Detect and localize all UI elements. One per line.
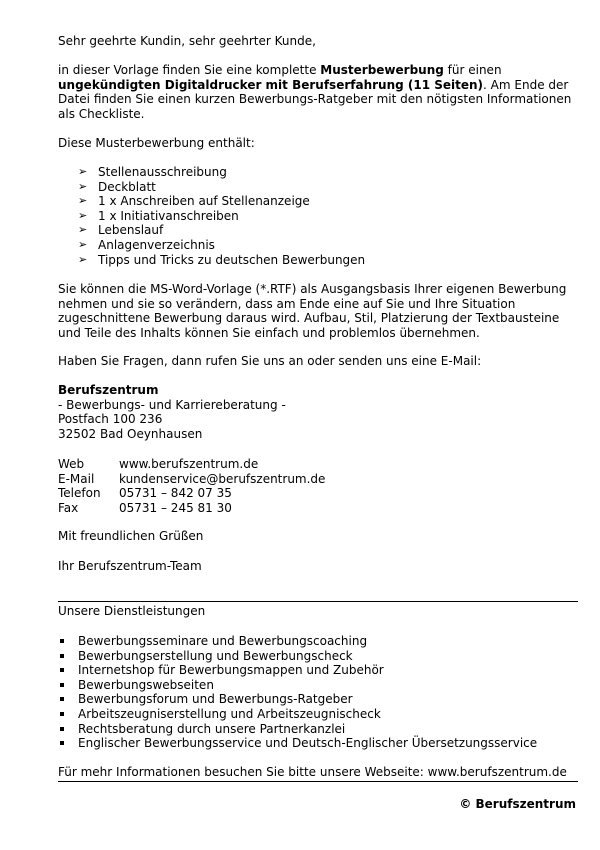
more-info-line: Für mehr Informationen besuchen Sie bitte unsere Webseite: www.berufszentrum.de bbox=[58, 765, 578, 782]
list-item: ➢ Lebenslauf bbox=[78, 223, 164, 238]
divider bbox=[58, 601, 578, 602]
company-name: Berufszentrum bbox=[58, 383, 159, 397]
intro-paragraph bbox=[58, 63, 578, 121]
square-bullet-icon bbox=[60, 668, 64, 672]
list-item: ➢ 1 x Anschreiben auf Stellenanzeige bbox=[78, 194, 310, 209]
arrow-bullet-icon: ➢ bbox=[78, 223, 88, 237]
arrow-bullet-icon: ➢ bbox=[78, 179, 88, 193]
phone-label: Telefon bbox=[58, 486, 101, 501]
company-address bbox=[58, 383, 286, 441]
list-item: Internetshop für Bewerbungsmappen und Zubehör bbox=[58, 663, 537, 678]
square-bullet-icon bbox=[60, 727, 64, 731]
web-label: Web bbox=[58, 457, 85, 471]
intro-text-1: in dieser Vorlage finden Sie eine komplette bbox=[58, 63, 321, 77]
greeting: Sehr geehrte Kundin, sehr geehrter Kunde, bbox=[58, 34, 316, 48]
square-bullet-icon bbox=[60, 712, 64, 716]
questions-line: Haben Sie Fragen, dann rufen Sie uns an oder senden uns eine E-Mail: bbox=[58, 354, 482, 368]
web-link[interactable]: www.berufszentrum.de bbox=[119, 457, 259, 471]
square-bullet-icon bbox=[60, 639, 64, 643]
contact-table bbox=[58, 457, 325, 515]
company-tagline: - Bewerbungs- und Karriereberatung - bbox=[58, 397, 286, 412]
square-bullet-icon bbox=[60, 741, 64, 745]
list-item: Bewerbungserstellung und Bewerbungscheck bbox=[58, 649, 537, 664]
contents-heading: Diese Musterbewerbung enthält: bbox=[58, 136, 255, 150]
list-item: ➢ Anlagenverzeichnis bbox=[78, 237, 215, 252]
contact-row-phone bbox=[58, 486, 325, 501]
square-bullet-icon bbox=[60, 654, 64, 658]
fax-label: Fax bbox=[58, 500, 79, 515]
list-item: Arbeitszeugniserstellung und Arbeitszeugnischeck bbox=[58, 707, 537, 722]
arrow-bullet-icon: ➢ bbox=[78, 165, 88, 178]
services-title: Unsere Dienstleistungen bbox=[58, 604, 206, 618]
arrow-bullet-icon: ➢ bbox=[78, 208, 88, 222]
contact-row-fax bbox=[58, 501, 325, 516]
signature-team: Ihr Berufszentrum-Team bbox=[58, 559, 202, 573]
arrow-bullet-icon: ➢ bbox=[78, 252, 88, 266]
services-list bbox=[58, 634, 537, 751]
list-item: Englischer Bewerbungsservice und Deutsch-Englischer Übersetzungsservice bbox=[58, 736, 537, 751]
list-item: ➢ Stellenausschreibung bbox=[78, 165, 227, 179]
intro-text-3: . Am Ende der Datei finden Sie einen kurzen Bewerbungs-Ratgeber mit den nötigsten Informationen als Checkliste. bbox=[58, 77, 572, 121]
email-link[interactable]: kundenservice@berufszentrum.de bbox=[119, 471, 326, 486]
email-label: E-Mail bbox=[58, 471, 95, 486]
list-item: Bewerbungswebseiten bbox=[58, 678, 537, 693]
list-item: ➢ Tipps und Tricks zu deutschen Bewerbungen bbox=[78, 252, 366, 267]
list-item: Rechtsberatung durch unsere Partnerkanzlei bbox=[58, 722, 537, 737]
intro-bold-2: ungekündigten Digitaldrucker mit Berufserfahrung (11 Seiten) bbox=[58, 77, 484, 92]
fax-value: 05731 – 245 81 30 bbox=[119, 500, 232, 515]
square-bullet-icon bbox=[60, 697, 64, 701]
contact-row-web bbox=[58, 457, 325, 472]
list-item: ➢ 1 x Initiativanschreiben bbox=[78, 208, 239, 223]
contents-list bbox=[58, 165, 365, 267]
company-po-box: Postfach 100 236 bbox=[58, 412, 163, 427]
contact-row-email bbox=[58, 472, 325, 487]
company-city: 32502 Bad Oeynhausen bbox=[58, 426, 203, 441]
intro-bold-1: Musterbewerbung bbox=[320, 63, 444, 77]
intro-text-2: für einen bbox=[443, 63, 502, 77]
list-item: Bewerbungsforum und Bewerbungs-Ratgeber bbox=[58, 692, 537, 707]
arrow-bullet-icon: ➢ bbox=[78, 194, 88, 208]
copyright: © Berufszentrum bbox=[459, 797, 576, 811]
list-item: Bewerbungsseminare und Bewerbungscoaching bbox=[58, 634, 537, 649]
phone-value: 05731 – 842 07 35 bbox=[119, 486, 232, 501]
square-bullet-icon bbox=[60, 683, 64, 687]
list-item: ➢ Deckblatt bbox=[78, 179, 156, 194]
arrow-bullet-icon: ➢ bbox=[78, 237, 88, 251]
msword-paragraph: Sie können die MS-Word-Vorlage (*.RTF) als Ausgangsbasis Ihrer eigenen Bewerbung nehmen und sie so verändern, dass am Ende eine auf Sie und Ihre Situation zugeschnittene Bewerbung daraus wird. Aufbau, Stil, Platzierung der Textbausteine und Teile des Inhalts können Sie einfach und problemlos übernehmen. bbox=[58, 282, 567, 340]
closing-regards: Mit freundlichen Grüßen bbox=[58, 529, 204, 543]
